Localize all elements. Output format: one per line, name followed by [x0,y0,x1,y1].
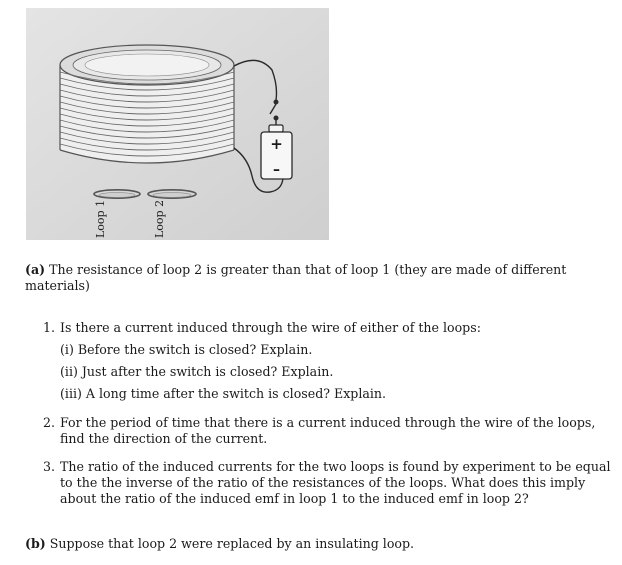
part-a-intro [25,262,566,278]
solenoid-loops-figure [26,8,329,240]
part-b-text: Suppose that loop 2 were replaced by an insulating loop. [49,536,415,551]
question-1-sub-i: (i) Before the switch is closed? Explain. [60,342,313,357]
part-b-label: (b) [25,536,46,551]
part-a-intro-cont: materials) [25,278,90,293]
question-3-line-2: to the the inverse of the ratio of the resistances of the loops. What does this imply [60,475,586,490]
battery-minus-label: – [273,162,280,178]
part-b [25,536,414,552]
battery-plus-label: + [270,135,283,153]
part-a-intro-text: The resistance of loop 2 is greater than that of loop 1 (they are made of different [49,262,567,277]
loop-1-label: Loop 1 [94,199,107,238]
question-1-text: Is there a current induced through the wire of either of the loops: [60,320,481,335]
question-3-line-1: The ratio of the induced currents for the two loops is found by experiment to be equal [60,459,611,474]
loop-2-label: Loop 2 [153,199,166,238]
question-2-number: 2. [43,415,56,430]
question-3-line-3: about the ratio of the induced emf in loop 1 to the induced emf in loop 2? [60,491,529,506]
question-2-line-1: For the period of time that there is a current induced through the wire of the loops, [60,415,596,430]
question-3-number: 3. [43,459,56,474]
question-1-sub-iii: (iii) A long time after the switch is closed? Explain. [60,386,387,401]
question-2-line-2: find the direction of the current. [60,431,268,446]
battery [261,125,292,179]
question-1-sub-ii: (ii) Just after the switch is closed? Explain. [60,364,334,379]
solenoid-coil [60,45,234,163]
part-a-label: (a) [25,262,46,277]
question-1-number: 1. [43,320,56,335]
